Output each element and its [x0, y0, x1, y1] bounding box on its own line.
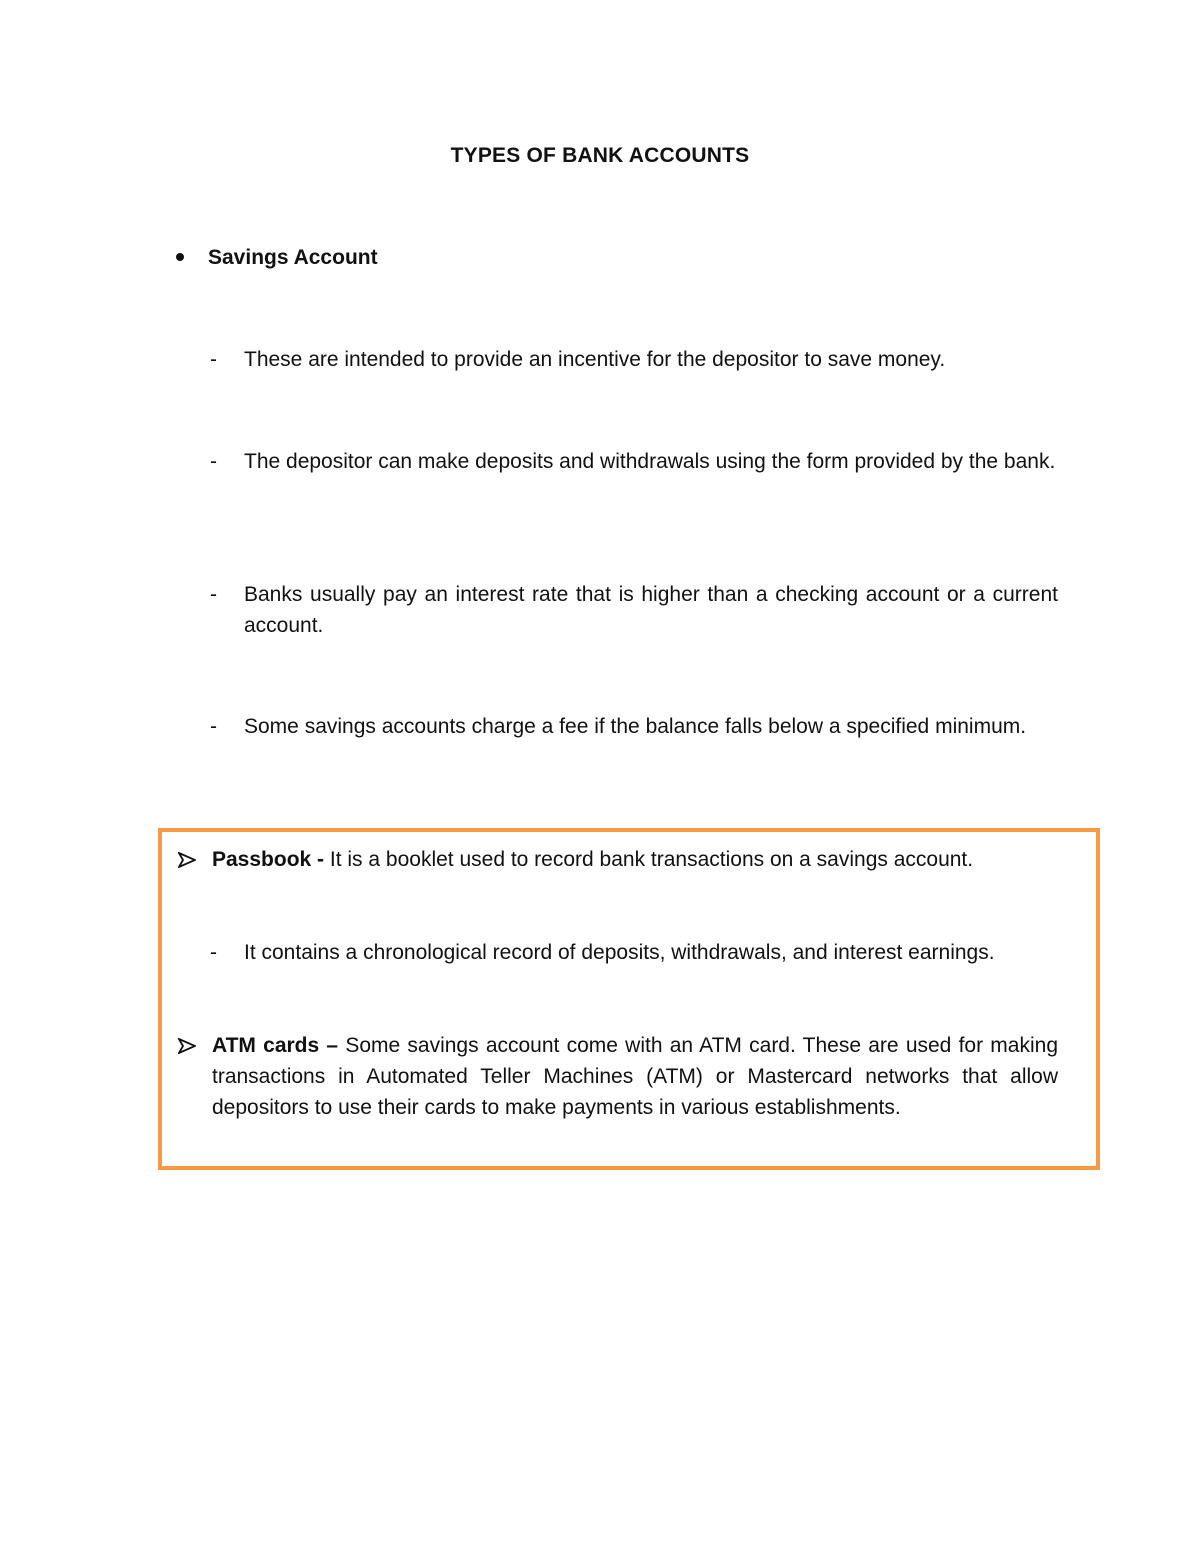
dash-marker: - — [210, 450, 217, 473]
page-title: TYPES OF BANK ACCOUNTS — [450, 144, 750, 167]
passbook-subpoint: It contains a chronological record of deposits, withdrawals, and interest earnings. — [244, 941, 995, 964]
list-item-text: Banks usually pay an interest rate that is higher than a checking account or a current account. — [244, 583, 1058, 637]
passbook-term: Passbook - — [212, 848, 325, 871]
list-item — [210, 937, 1058, 968]
atm-item — [176, 1030, 1058, 1123]
list-item — [210, 579, 1058, 641]
bullet-icon — [176, 253, 184, 261]
list-item-text: Some savings accounts charge a fee if the balance falls below a specified minimum. — [244, 715, 1027, 738]
dash-marker: - — [210, 941, 217, 964]
dash-marker: - — [210, 348, 217, 371]
arrow-bullet-icon — [176, 844, 212, 875]
atm-term: ATM cards – — [212, 1034, 339, 1057]
dash-marker: - — [210, 583, 217, 606]
passbook-text — [212, 844, 1058, 875]
list-item-text: The depositor can make deposits and withdrawals using the form provided by the bank. — [244, 450, 1056, 473]
list-item — [210, 711, 1058, 742]
list-item — [210, 344, 1058, 375]
passbook-item — [176, 844, 1058, 875]
atm-definition: Some savings account come with an ATM card. These are used for making transactions in Automated Teller Machines (ATM) or Mastercard networks that allow depositors to use their cards to make payments in various establishments. — [212, 1034, 1058, 1119]
atm-text — [212, 1030, 1058, 1123]
dash-marker: - — [210, 715, 217, 738]
section-heading-text: Savings Account — [208, 246, 378, 269]
list-item — [210, 446, 1058, 477]
list-item-text: These are intended to provide an incentive for the depositor to save money. — [244, 348, 946, 371]
passbook-definition: It is a booklet used to record bank transactions on a savings account. — [329, 848, 974, 871]
arrow-bullet-icon — [176, 1030, 212, 1123]
section-heading — [176, 242, 378, 273]
